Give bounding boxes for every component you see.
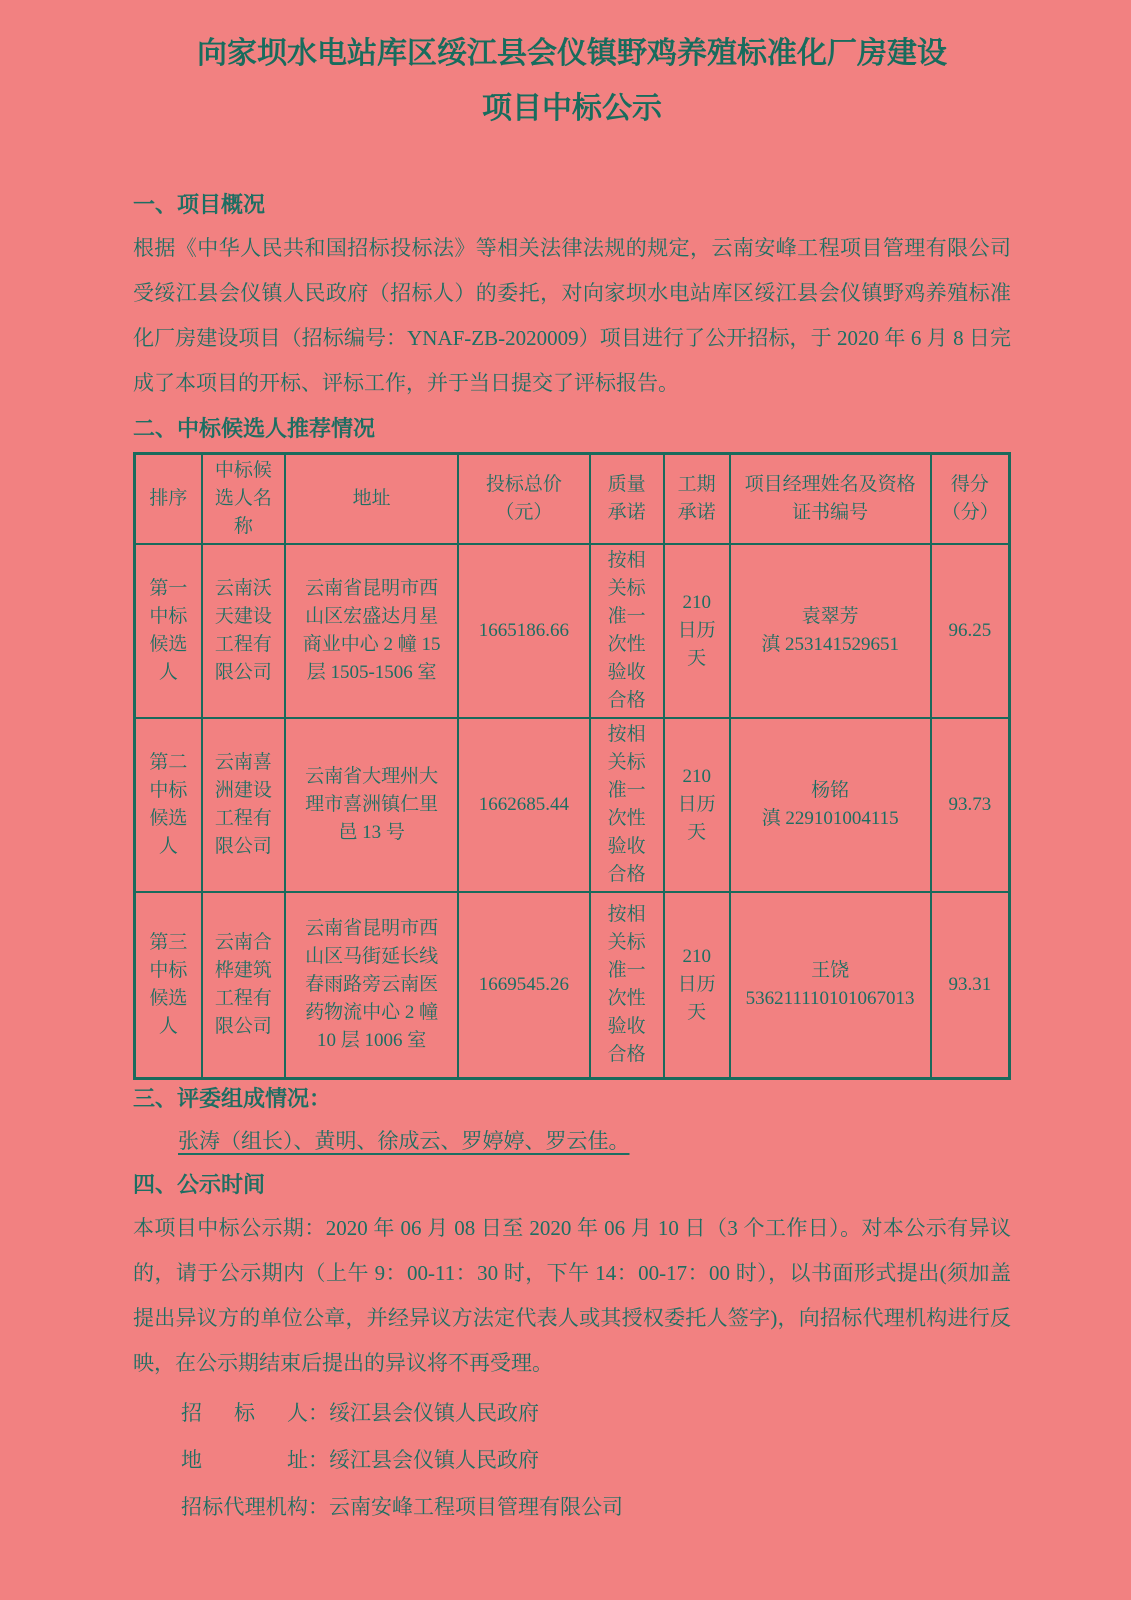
manager-name: 王饶 <box>811 959 850 981</box>
cell-manager <box>730 544 931 718</box>
tenderer-value: 绥江县会仪镇人民政府 <box>329 1400 539 1425</box>
page-title-line1: 向家坝水电站库区绥江县会仪镇野鸡养殖标准化厂房建设 <box>197 37 947 70</box>
cell-bid-price: 1669545.26 <box>458 892 589 1078</box>
agency-value: 云南安峰工程项目管理有限公司 <box>329 1494 623 1519</box>
cell-period: 210 日历天 <box>664 544 730 718</box>
cell-score: 93.73 <box>931 718 1010 892</box>
cell-candidate-name: 云南沃天建设工程有限公司 <box>202 544 285 718</box>
section4-body: 本项目中标公示期：2020 年 06 月 08 日至 2020 年 06 月 10 日（3 个工作日）。对本公示有异议的，请于公示期内（上午 9：00-11：30 时，下午 14：00-17：00 时），以书面形式提出(须加盖提出异议方的单位公章，并经异议方法定代表人或其授权委托人签字)，向招标代理机构进行反映，在公示期结束后提出的异议将不再受理。 <box>133 1215 1011 1375</box>
cell-address: 云南省昆明市西山区宏盛达月星商业中心 2 幢 15 层 1505-1506 室 <box>285 544 458 718</box>
cell-rank: 第三中标候选人 <box>135 892 202 1078</box>
header-quality: 质量承诺 <box>590 454 664 545</box>
manager-name: 杨铭 <box>811 780 850 801</box>
page-title <box>133 26 1011 136</box>
header-manager: 项目经理姓名及资格证书编号 <box>730 454 931 545</box>
agency-colon: ： <box>308 1494 329 1519</box>
section1-heading: 一、项目概况 <box>133 192 266 217</box>
agency-line <box>133 1494 1011 1521</box>
address-colon: ： <box>308 1447 329 1472</box>
cell-candidate-name: 云南合桦建筑工程有限公司 <box>202 892 285 1078</box>
jury-members <box>133 1124 1011 1158</box>
address-value: 绥江县会仪镇人民政府 <box>329 1447 539 1472</box>
cell-rank: 第二中标候选人 <box>135 718 202 892</box>
cell-quality: 按相关标准一次性验收合格 <box>590 544 664 718</box>
jury-members-text: 张涛（组长）、黄明、徐成云、罗婷婷、罗云佳。 <box>178 1128 630 1153</box>
header-bid-price: 投标总价（元） <box>458 454 589 545</box>
tenderer-label: 招标人 <box>181 1400 308 1425</box>
table-row <box>135 544 1010 718</box>
section2-heading: 二、中标候选人推荐情况 <box>133 416 376 441</box>
table-row <box>135 718 1010 892</box>
tenderer-colon: ： <box>308 1400 329 1425</box>
header-address: 地址 <box>285 454 458 545</box>
cell-score: 96.25 <box>931 544 1010 718</box>
cell-bid-price: 1665186.66 <box>458 544 589 718</box>
cell-bid-price: 1662685.44 <box>458 718 589 892</box>
section1-body: 根据《中华人民共和国招标投标法》等相关法律法规的规定，云南安峰工程项目管理有限公司受绥江县会仪镇人民政府（招标人）的委托，对向家坝水电站库区绥江县会仪镇野鸡养殖标准化厂房建设项目（招标编号：YNAF-ZB-2020009）项目进行了公开招标，于 2020 年 6 月 8 日完成了本项目的开标、评标工作，并于当日提交了评标报告。 <box>133 236 1011 395</box>
address-line <box>133 1447 1011 1474</box>
address-label: 地址 <box>181 1447 308 1472</box>
section4-heading: 四、公示时间 <box>133 1171 266 1197</box>
header-period: 工期承诺 <box>664 454 730 545</box>
cell-score: 93.31 <box>931 892 1010 1078</box>
header-rank: 排序 <box>135 454 202 545</box>
cell-quality: 按相关标准一次性验收合格 <box>590 892 664 1078</box>
table-header-row <box>135 454 1010 545</box>
cell-period: 210 日历天 <box>664 892 730 1078</box>
section3-heading: 三、评委组成情况： <box>133 1085 332 1111</box>
header-candidate-name: 中标候选人名称 <box>202 454 285 545</box>
manager-cert-number: 滇 229101004115 <box>761 808 899 829</box>
page-title-line2: 项目中标公示 <box>482 92 662 125</box>
cell-address: 云南省昆明市西山区马街延长线春雨路旁云南医药物流中心 2 幢 10 层 1006 室 <box>285 892 458 1078</box>
cell-candidate-name: 云南喜洲建设工程有限公司 <box>202 718 285 892</box>
cell-manager <box>730 718 931 892</box>
cell-manager <box>730 892 931 1078</box>
table-row <box>135 892 1010 1078</box>
footer-block <box>133 1400 1011 1521</box>
candidates-table <box>133 452 1011 1080</box>
header-score: 得分（分） <box>931 454 1010 545</box>
tenderer-line <box>133 1400 1011 1427</box>
manager-name: 袁翠芳 <box>801 606 859 627</box>
cell-quality: 按相关标准一次性验收合格 <box>590 718 664 892</box>
cell-rank: 第一中标候选人 <box>135 544 202 718</box>
agency-label: 招标代理机构 <box>181 1494 308 1519</box>
cell-period: 210 日历天 <box>664 718 730 892</box>
manager-cert-number: 536211110101067013 <box>745 987 915 1009</box>
cell-address: 云南省大理州大理市喜洲镇仁里邑 13 号 <box>285 718 458 892</box>
manager-cert-number: 滇 253141529651 <box>761 634 899 655</box>
